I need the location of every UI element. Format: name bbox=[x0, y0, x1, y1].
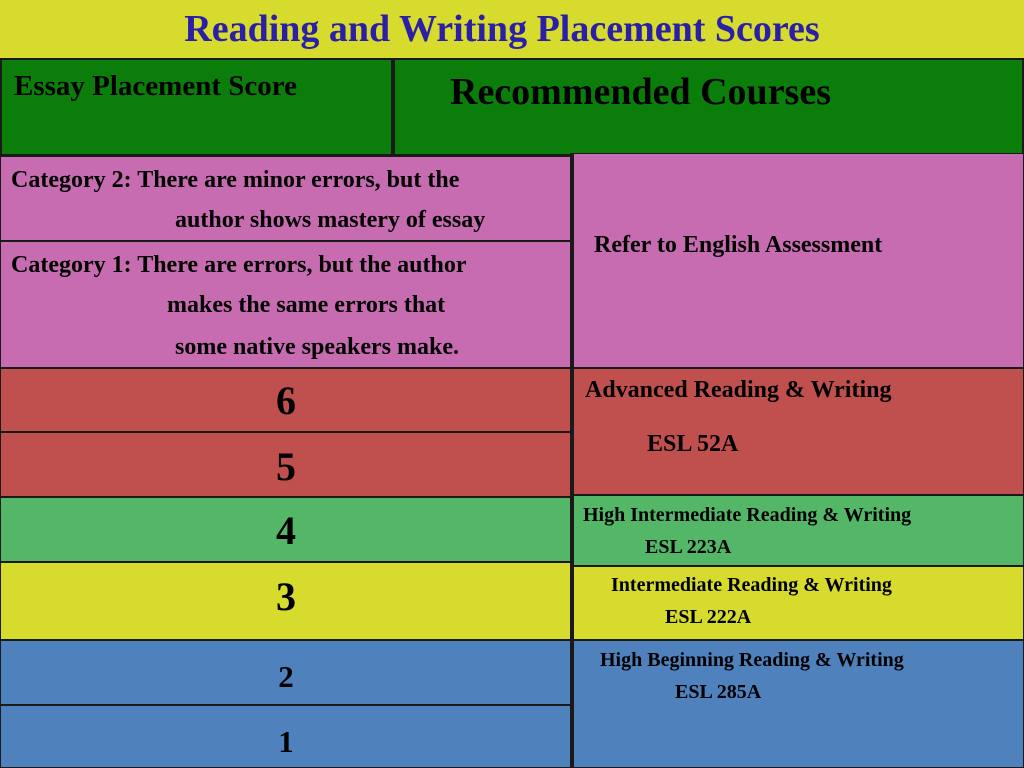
score-4: 4 bbox=[276, 508, 296, 553]
score-3: 3 bbox=[276, 574, 296, 619]
score-2: 2 bbox=[278, 659, 294, 694]
category-2-line-1: Category 2: There are minor errors, but the bbox=[11, 167, 460, 193]
advanced-course-code: ESL 52A bbox=[647, 431, 739, 457]
refer-label: Refer to English Assessment bbox=[594, 232, 883, 258]
header-essay-placement-score bbox=[0, 58, 393, 156]
high-intermediate-course-code: ESL 223A bbox=[645, 536, 732, 558]
category-1-line-2: makes the same errors that bbox=[167, 292, 446, 318]
score-5: 5 bbox=[276, 444, 296, 489]
column-divider bbox=[570, 153, 574, 768]
header-left-label: Essay Placement Score bbox=[14, 70, 297, 102]
header-recommended-courses bbox=[393, 58, 1024, 156]
course-advanced bbox=[572, 368, 1024, 495]
category-2-line-2: author shows mastery of essay bbox=[175, 207, 486, 233]
score-row-6 bbox=[0, 368, 572, 432]
score-row-1 bbox=[0, 705, 572, 768]
score-row-5 bbox=[0, 432, 572, 497]
category-1-line-3: some native speakers make. bbox=[175, 334, 459, 360]
high-beginning-course-name: High Beginning Reading & Writing bbox=[600, 649, 904, 671]
header-right-label: Recommended Courses bbox=[450, 71, 832, 113]
score-row-4 bbox=[0, 497, 572, 562]
course-intermediate bbox=[572, 566, 1024, 640]
score-6: 6 bbox=[276, 378, 296, 423]
score-row-3 bbox=[0, 562, 572, 640]
page-title: Reading and Writing Placement Scores bbox=[184, 8, 820, 50]
intermediate-course-code: ESL 222A bbox=[665, 606, 752, 628]
score-1: 1 bbox=[278, 724, 294, 759]
course-high-intermediate bbox=[572, 495, 1024, 566]
course-high-beginning bbox=[572, 640, 1024, 768]
row-category-2 bbox=[0, 156, 572, 241]
score-row-2 bbox=[0, 640, 572, 705]
category-1-line-1: Category 1: There are errors, but the author bbox=[11, 252, 467, 278]
course-refer-english-assessment bbox=[572, 153, 1024, 368]
advanced-course-name: Advanced Reading & Writing bbox=[585, 377, 892, 403]
high-intermediate-course-name: High Intermediate Reading & Writing bbox=[583, 504, 912, 526]
intermediate-course-name: Intermediate Reading & Writing bbox=[611, 574, 892, 596]
high-beginning-course-code: ESL 285A bbox=[675, 681, 762, 703]
row-category-1 bbox=[0, 241, 572, 368]
